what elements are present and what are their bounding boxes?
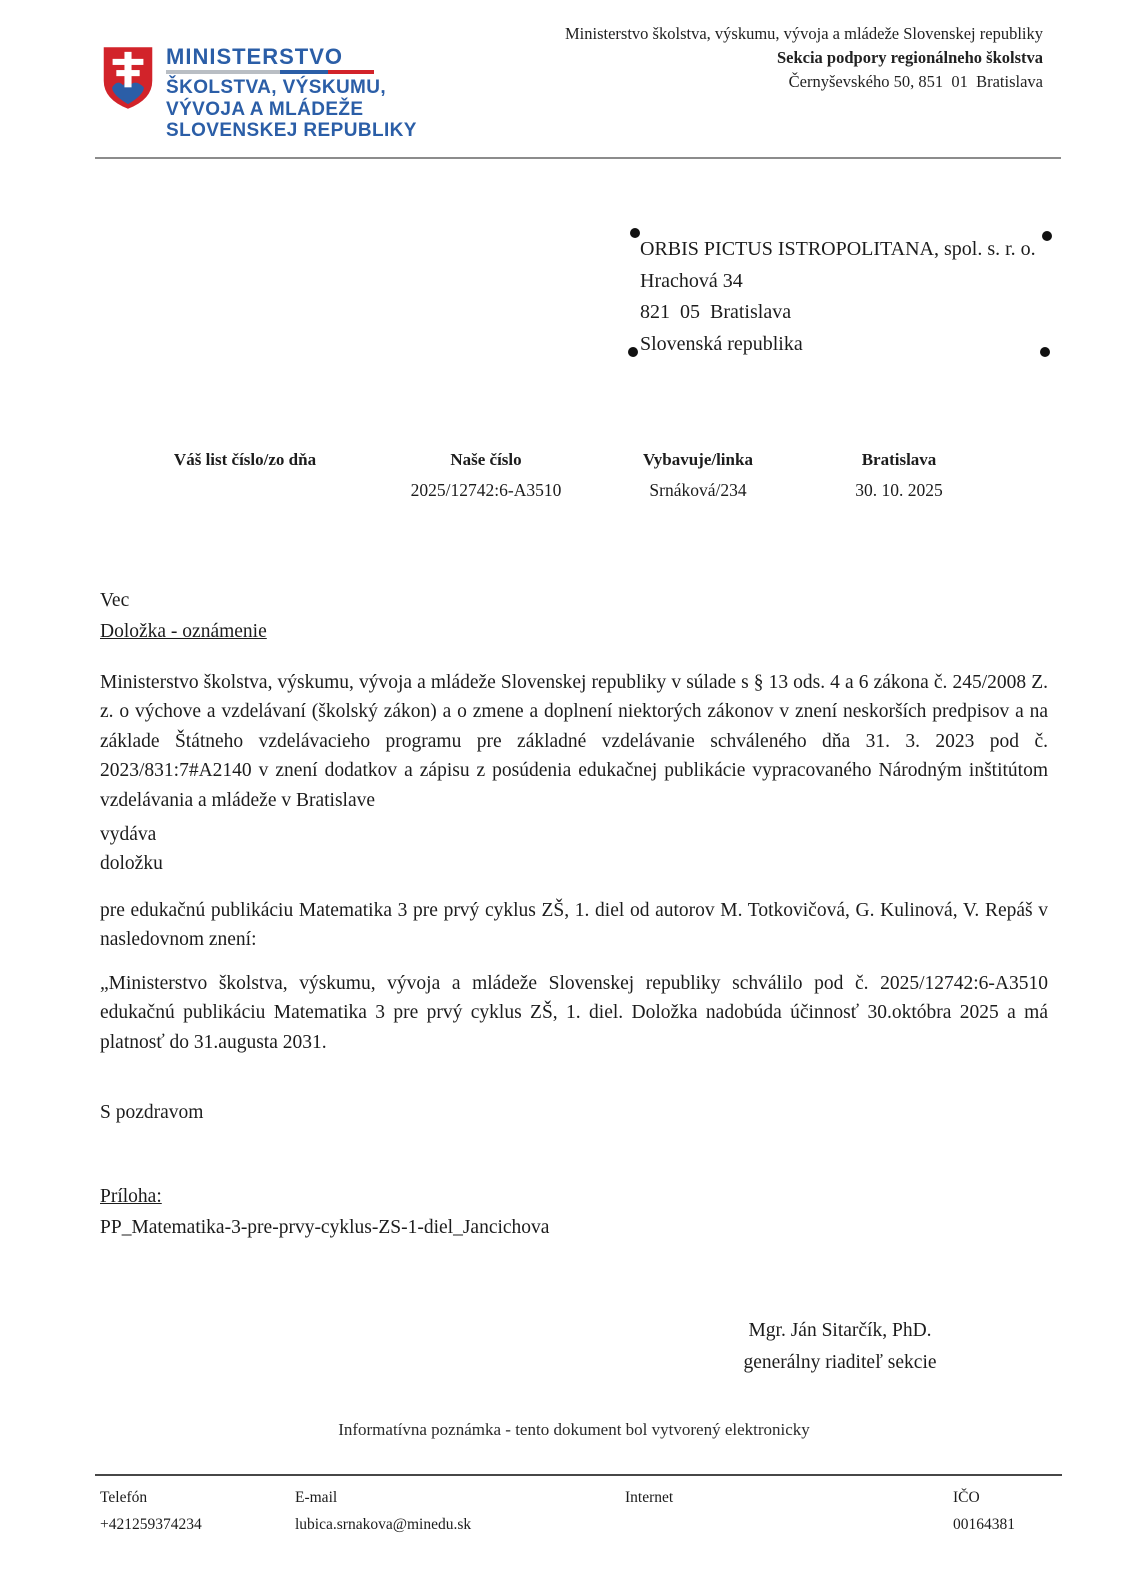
recipient-country: Slovenská republika bbox=[640, 332, 803, 355]
subject-label: Vec bbox=[100, 590, 130, 611]
ref-our-number-label: Naše číslo bbox=[450, 450, 522, 469]
window-dot-bottom-right bbox=[1040, 347, 1050, 357]
body-paragraph-publication: pre edukačnú publikáciu Matematika 3 pre prvý cyklus ZŠ, 1. diel od autorov M. Totkovičová, G. Kulinová, V. Repáš v nasledovnom znení: bbox=[100, 900, 1048, 951]
body-issues-block bbox=[100, 820, 1048, 879]
subject-value: Doložka - oznámenie bbox=[100, 621, 267, 642]
header-divider bbox=[95, 157, 1061, 159]
sender-address-line: Černyševského 50, 851 01 Bratislava bbox=[788, 72, 1043, 91]
ref-handled-by-label: Vybavuje/linka bbox=[643, 450, 753, 469]
signature-title: generálny riaditeľ sekcie bbox=[743, 1352, 937, 1373]
ref-our-number-value: 2025/12742:6-A3510 bbox=[410, 480, 562, 500]
attachment-label: Príloha: bbox=[100, 1186, 162, 1207]
logo-line-1: ŠKOLSTVA, VÝSKUMU, bbox=[166, 77, 387, 98]
logo-tricolor-underline bbox=[166, 70, 374, 74]
underline-blue-segment bbox=[280, 70, 328, 74]
logo-line-2: VÝVOJA A MLÁDEŽE bbox=[166, 98, 364, 120]
ref-col-handled-by bbox=[588, 450, 808, 501]
sender-section-line: Sekcia podpory regionálneho školstva bbox=[776, 48, 1043, 67]
ref-handled-by-value: Srnáková/234 bbox=[649, 480, 747, 500]
ref-col-your-letter bbox=[135, 450, 355, 480]
body-issues-line-2: doložku bbox=[100, 853, 163, 875]
window-dot-top-left bbox=[630, 228, 640, 238]
sender-ministry-line: Ministerstvo školstva, výskumu, vývoja a mládeže Slovenskej republiky bbox=[565, 24, 1043, 43]
recipient-city: 821 05 Bratislava bbox=[640, 301, 792, 323]
signature-name: Mgr. Ján Sitarčík, PhD. bbox=[748, 1320, 932, 1341]
underline-grey-segment bbox=[166, 70, 280, 74]
closing-salutation: S pozdravom bbox=[100, 1102, 204, 1123]
slovak-coat-of-arms-icon bbox=[100, 45, 156, 111]
sender-block bbox=[565, 22, 1043, 94]
footer-email-label: E-mail bbox=[295, 1489, 338, 1506]
body-issues-line-1: vydáva bbox=[100, 824, 157, 845]
logo-line-3: SLOVENSKEJ REPUBLIKY bbox=[166, 120, 417, 141]
electronic-document-note: Informatívna poznámka - tento dokument bol vytvorený elektronicky bbox=[338, 1420, 810, 1439]
recipient-block bbox=[640, 234, 1036, 360]
logo-title: MINISTERSTVO bbox=[166, 44, 344, 69]
footer-ico-label: IČO bbox=[953, 1489, 980, 1506]
ref-your-letter-label: Váš list číslo/zo dňa bbox=[173, 450, 317, 469]
attachment-filename: PP_Matematika-3-pre-prvy-cyklus-ZS-1-diel_Jancichova bbox=[100, 1217, 550, 1238]
ministry-logo-text bbox=[166, 45, 417, 142]
signature-block bbox=[655, 1315, 1025, 1379]
underline-red-segment bbox=[328, 70, 374, 74]
footer-internet-label: Internet bbox=[625, 1489, 674, 1506]
body-paragraph-legal-basis: Ministerstvo školstva, výskumu, vývoja a mládeže Slovenskej republiky v súlade s § 13 ods. 4 a 6 zákona č. 245/2008 Z. z. o výchove a vzdelávaní (školský zákon) a o zmene a doplnení niektorých zákonov v znení neskorších predpisov a na základe Štátneho vzdelávacieho programu pre základné vzdelávanie schváleného dňa 31. 3. 2023 pod č. 2023/831:7#A2140 v znení dodatkov a zápisu z posúdenia edukačnej publikácie vypracovaného Národným inštitútom vzdelávania a mládeže v Bratislave bbox=[100, 672, 1048, 811]
footer-divider bbox=[95, 1474, 1062, 1476]
ref-col-our-number bbox=[376, 450, 596, 501]
window-dot-bottom-left bbox=[628, 347, 638, 357]
recipient-street: Hrachová 34 bbox=[640, 269, 743, 292]
window-dot-top-right bbox=[1042, 231, 1052, 241]
ref-place-label: Bratislava bbox=[861, 450, 937, 469]
ministry-logo bbox=[100, 45, 417, 142]
footer-email-value: lubica.srnakova@minedu.sk bbox=[295, 1516, 472, 1533]
ref-date-value: 30. 10. 2025 bbox=[855, 480, 943, 500]
footer-phone-value: +421259374234 bbox=[100, 1516, 202, 1533]
footer-phone-label: Telefón bbox=[100, 1489, 148, 1506]
body-paragraph-clause-text: „Ministerstvo školstva, výskumu, vývoja a mládeže Slovenskej republiky schválilo pod č. 2025/12742:6-A3510 edukačnú publikáciu Matematika 3 pre prvý cyklus ZŠ, 1. diel. Doložka nadobúda účinnosť 30.októbra 2025 a má platnosť do 31.augusta 2031. bbox=[100, 973, 1048, 1053]
recipient-company: ORBIS PICTUS ISTROPOLITANA, spol. s. r. o. bbox=[640, 238, 1036, 260]
footer-ico-value: 00164381 bbox=[953, 1516, 1015, 1533]
ref-col-place-date bbox=[789, 450, 1009, 501]
